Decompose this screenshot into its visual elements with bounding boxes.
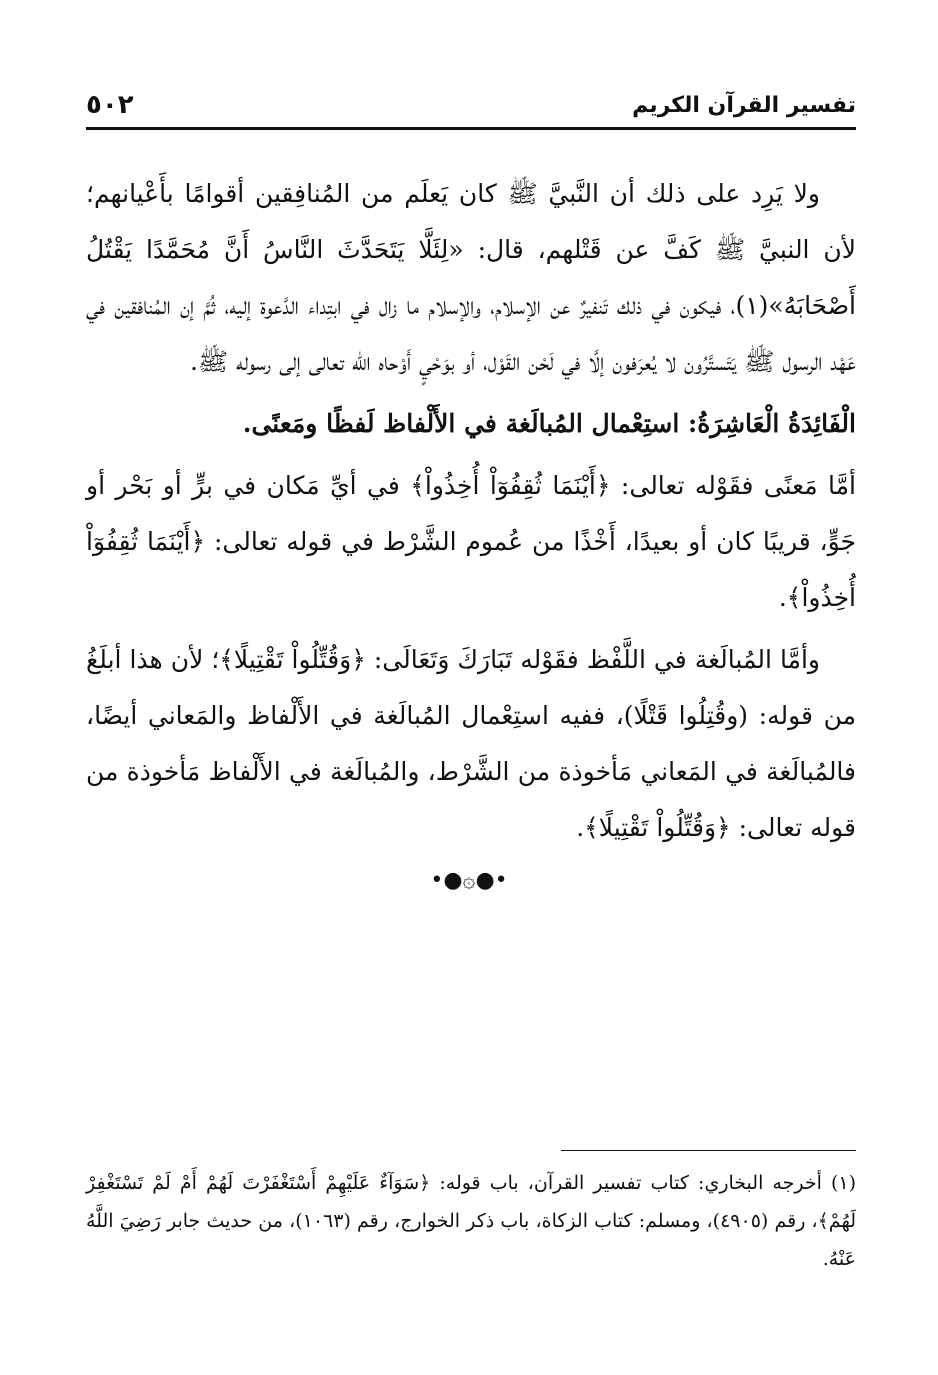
section-heading: الْفَائِدَةُ الْعَاشِرَةُ: استِعْمال المُبالَغة في الأَلْفاظ لَفظًا ومَعنًى. — [242, 409, 856, 438]
footnote-1: (١) أخرجه البخاري: كتاب تفسير القرآن، باب قوله: ﴿سَوَآءٌ عَلَيْهِمْ أَسْتَغْفَرْتَ لَهُمْ أَمْ لَمْ تَسْتَغْفِرْ لَهُمْ﴾، رقم (٤٩٠٥)، ومسلم: كتاب الزكاة، باب ذكر الخوارج، رقم (١٠٦٣)، من حديث جابر رَضِيَ اللَّهُ عَنْهُ. — [86, 1172, 856, 1270]
paragraph-3: وأمَّا المُبالَغة في اللَّفْظ فقَوْله تَبَارَكَ وَتَعَالَى: ﴿وَقُتِّلُواْ تَقْتِيلًا﴾؛ لأن هذا أبلَغُ من قوله: (وقُتِلُوا قَتْلًا)، ففيه استِعْمال المُبالَغة في الأَلْفاظ والمَعاني أيضًا، فالمُبالَغة في المَعاني مَأخوذة من الشَّرْط، والمُبالَغة في الأَلْفاظ مَأخوذة من قوله تعالى: ﴿وَقُتِّلُواْ تَقْتِيلًا﴾. — [86, 645, 856, 842]
section-divider-ornament: •●۞●• — [430, 868, 508, 893]
page-number: ٥٠٢ — [86, 90, 134, 120]
running-title: تفسير القرآن الكريم — [632, 93, 856, 118]
paragraph-2: أمَّا مَعنًى فقَوْله تعالى: ﴿أَيْنَمَا ثُقِفُوٓاْ أُخِذُواْ﴾ في أيِّ مَكان في برٍّ أو بَحْر أو جَوٍّ، قريبًا كان أو بعيدًا، أَخْذًا من عُموم الشَّرْط في قوله تعالى: ﴿أَيْنَمَا ثُقِفُوٓاْ أُخِذُواْ﴾. — [86, 471, 856, 612]
footnote-rule — [561, 1150, 856, 1151]
paragraph-1: ولا يَرِد على ذلك أن النَّبيَّ ﷺ كان يَعلَم من المُنافِقين أقوامًا بأَعْيانهم؛ لأن النبيَّ ﷺ كَفَّ عن قَتْلهم، قال: «لِئَلَّا يَتَحَدَّثَ النَّاسُ أَنَّ مُحَمَّدًا يَقْتُلُ أَصْحَابَهُ»(١)، فيكون في ذلك تَنفيرٌ عن الإسلام، والإسلام ما زال في ابتِداء الدَّعوة إليه، ثُمَّ إن المُنافقين في عَهْد الرسول ﷺ يَتَستَّرُون لا يُعرَفون إلَّا في لَحْن القَوْل، أو بوَحْيٍ أَوْحاه الله تعالى إلى رسوله ﷺ. — [86, 179, 856, 376]
header-rule — [86, 127, 856, 130]
main-text — [86, 166, 856, 856]
footnotes — [86, 1164, 856, 1278]
page-header — [86, 86, 856, 126]
